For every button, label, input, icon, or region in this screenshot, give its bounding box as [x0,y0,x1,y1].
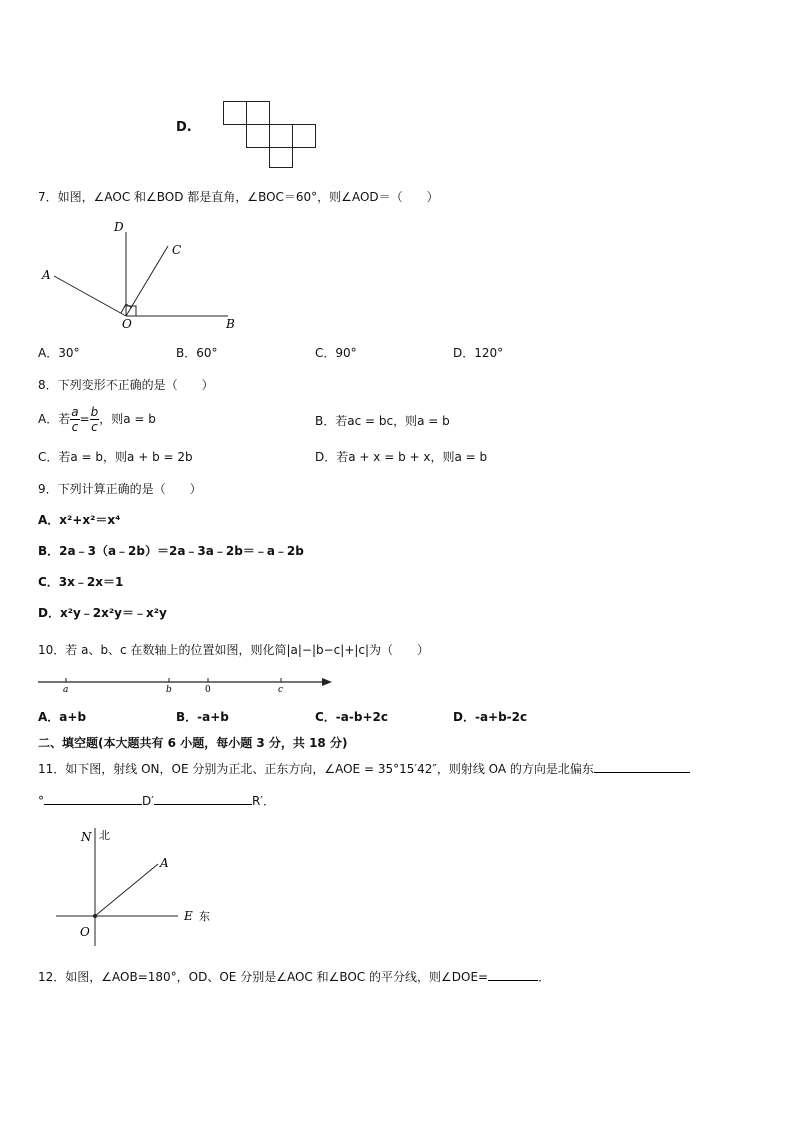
label-east: 东 [199,910,210,923]
answer-blank[interactable] [488,968,538,981]
ray-oa [95,864,158,916]
q8-option-b: B．若ac = bc，则a = b [315,414,450,428]
q7-angle-figure [36,218,246,330]
q10-option-d: D．-a+b-2c [453,710,528,724]
q7-option-a: A．30° [38,346,80,360]
net-square [224,102,247,125]
q12-tail: ． [538,970,551,984]
q10-number-line [36,674,336,696]
section-2-heading: 二、填空题(本大题共有 6 小题，每小题 3 分，共 18 分) [38,736,348,750]
second-unit: R′． [251,794,276,808]
net-square [247,102,270,125]
label-b: B [226,317,235,330]
q12-stem-text: 12．如图，∠AOB=180°，OD、OE 分别是∠AOC 和∠BOC 的平分线，则∠DOE= [38,970,489,984]
origin-point [93,914,97,918]
q7-option-c: C．90° [315,346,357,360]
label-a: A [42,268,51,282]
number-line-arrow [322,678,332,686]
q8-option-d: D．若a + x = b + x，则a = b [315,450,488,464]
q9-option-c: C．3x﹣2x＝1 [38,575,124,589]
axis-label-zero: 0 [205,685,211,695]
label-a: A [160,856,169,870]
label-c: C [172,243,182,257]
q10-option-b: B．-a+b [176,710,229,724]
q9-stem: 9．下列计算正确的是（ ） [38,482,202,496]
equals-sign: = [79,412,90,426]
net-square [270,125,293,148]
label-e: E [184,909,193,923]
numerator: a [71,405,79,419]
denominator: c [71,420,79,434]
degree-unit: ° [38,794,44,808]
net-square [270,148,293,168]
q8-option-a [38,400,156,438]
axis-label-a: a [63,685,69,695]
q10-option-a: A．a+b [38,710,87,724]
fraction-a-over-c [70,405,79,434]
q6-option-d-label: D. [176,120,192,135]
q9-option-d: D．x²y﹣2x²y＝﹣x²y [38,606,167,620]
q7-option-b: B．60° [176,346,218,360]
axis-label-c: c [278,685,284,695]
label-o: O [122,317,132,330]
q8-a-prefix: A．若 [38,412,71,426]
q6-cube-net-figure [222,100,318,170]
net-square [293,125,316,148]
q7-option-d: D．120° [453,346,504,360]
numerator: b [90,405,99,419]
net-square [247,125,270,148]
ray-oa [54,276,126,316]
q11-stem-text: 11．如下图，射线 ON，OE 分别为正北、正东方向，∠AOE = 35°15′42″，则射线 OA 的方向是北偏东 [38,762,594,776]
q7-stem: 7．如图，∠AOC 和∠BOD 都是直角，∠BOC＝60°，则∠AOD＝（ ） [38,190,439,204]
q9-option-a: A．x²+x²＝x⁴ [38,513,121,527]
q11-line2 [38,792,275,809]
q12-stem [38,968,550,985]
answer-blank-minute[interactable] [154,792,252,805]
q8-option-c: C．若a = b，则a + b = 2b [38,450,193,464]
q9-option-b: B．2a﹣3（a﹣2b）＝2a﹣3a﹣2b＝﹣a﹣2b [38,544,304,558]
q10-stem: 10．若 a、b、c 在数轴上的位置如图，则化简|a|−|b−c|+|c|为（ ） [38,643,430,657]
answer-blank-degree[interactable] [44,792,142,805]
label-n: N [81,830,92,844]
q11-stem [38,760,690,777]
q8-a-suffix: ，则a = b [99,412,156,426]
answer-blank[interactable] [594,760,690,773]
fraction-b-over-c [90,405,100,434]
q10-option-c: C．-a-b+2c [315,710,388,724]
label-o: O [80,925,90,939]
q11-direction-figure [54,824,224,948]
label-north: 北 [99,829,110,842]
axis-label-b: b [166,685,172,695]
label-d: D [114,220,124,234]
q8-stem: 8．下列变形不正确的是（ ） [38,378,214,392]
denominator: c [91,420,98,434]
minute-unit: D′ [142,794,154,808]
